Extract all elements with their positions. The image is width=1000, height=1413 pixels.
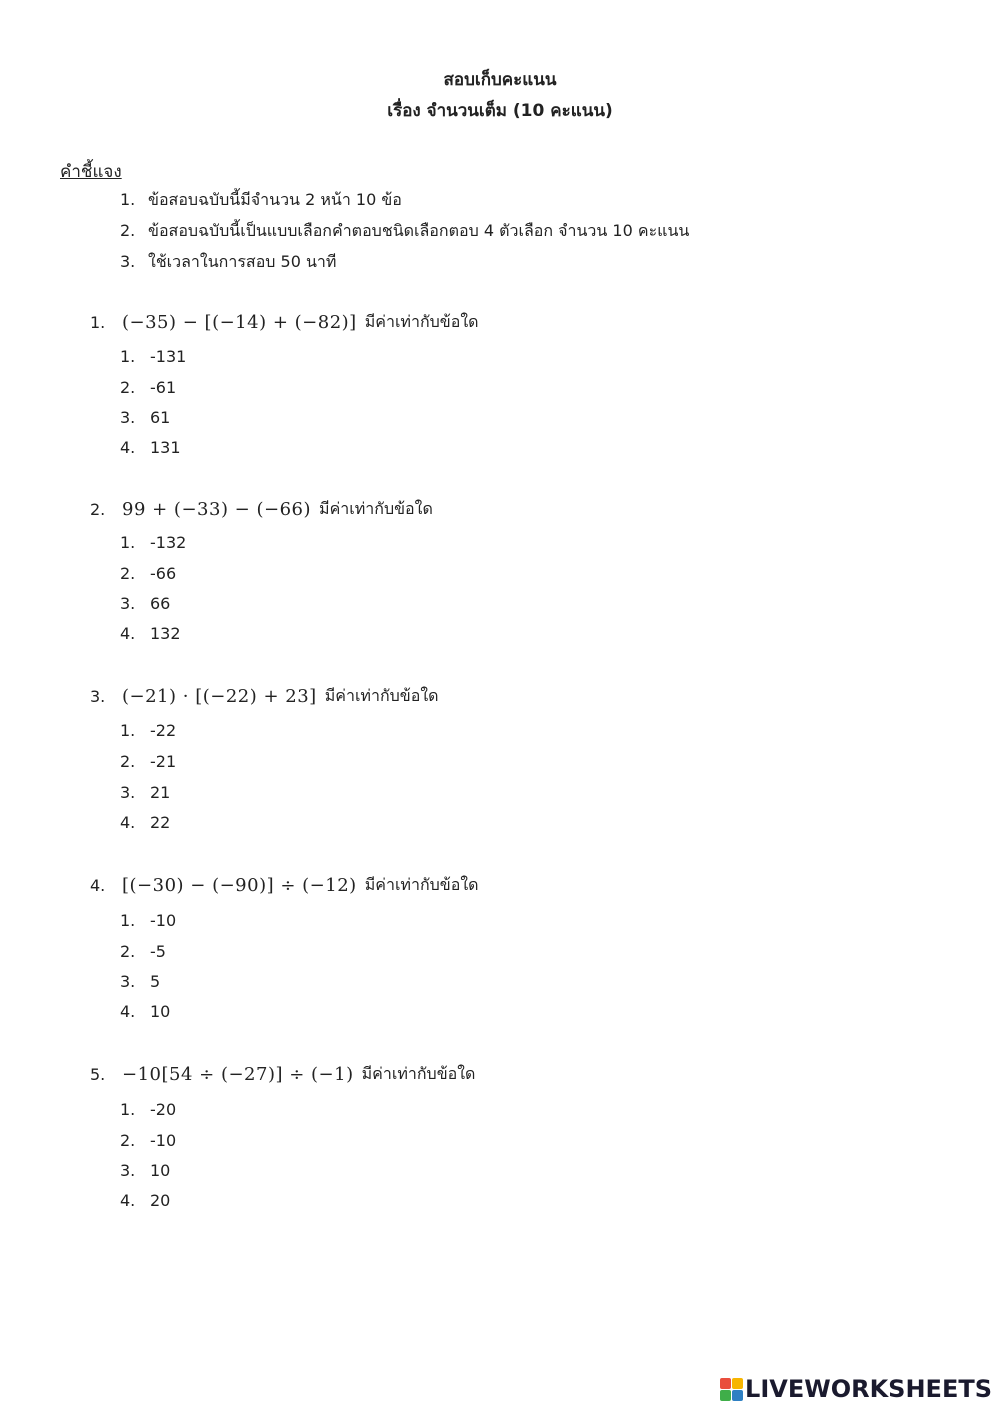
- option-number: 2.: [120, 564, 136, 583]
- option-text: -61: [150, 378, 177, 397]
- option-number: 1.: [120, 1100, 136, 1119]
- option-text: 132: [150, 624, 181, 643]
- option-number: 1.: [120, 721, 136, 740]
- option-text: 61: [150, 408, 171, 427]
- page-title: สอบเก็บคะแนน: [443, 70, 557, 90]
- option-text: 21: [150, 783, 171, 802]
- badge-square: [720, 1390, 731, 1401]
- question-text: มีค่าเท่ากับข้อใด: [361, 1064, 476, 1083]
- option-number: 2.: [120, 378, 136, 397]
- option-number: 4.: [120, 1191, 136, 1210]
- option-number: 3.: [120, 972, 136, 991]
- question-number: 3.: [90, 687, 106, 706]
- option-item[interactable]: [120, 347, 186, 366]
- option-number: 1.: [120, 911, 136, 930]
- option-number: 3.: [120, 1161, 136, 1180]
- option-number: 2.: [120, 752, 136, 771]
- option-item[interactable]: [120, 1131, 176, 1150]
- option-item[interactable]: [120, 1002, 170, 1021]
- instruction-number: 2.: [120, 221, 136, 240]
- option-item[interactable]: [120, 942, 166, 961]
- question-text: มีค่าเท่ากับข้อใด: [364, 312, 479, 331]
- question-text: มีค่าเท่ากับข้อใด: [324, 686, 439, 705]
- question-text: มีค่าเท่ากับข้อใด: [364, 875, 479, 894]
- question-3: [90, 684, 439, 709]
- option-item[interactable]: [120, 594, 170, 613]
- question-expression: 99 + (−33) − (−66): [122, 499, 312, 520]
- question-2: [90, 497, 433, 522]
- option-text: -10: [150, 911, 177, 930]
- question-expression: (−35) − [(−14) + (−82)]: [122, 312, 357, 333]
- instruction-item: [120, 250, 336, 275]
- instruction-text: ข้อสอบฉบับนี้มีจำนวน 2 หน้า 10 ข้อ: [148, 190, 402, 209]
- question-number: 1.: [90, 313, 106, 332]
- option-item[interactable]: [120, 1100, 176, 1119]
- question-text: มีค่าเท่ากับข้อใด: [319, 499, 433, 518]
- option-item[interactable]: [120, 1161, 170, 1180]
- option-item[interactable]: [120, 624, 181, 643]
- option-item[interactable]: [120, 972, 160, 991]
- option-number: 4.: [120, 1002, 136, 1021]
- page-subtitle: เรื่อง จำนวนเต็ม (10 คะแนน): [387, 101, 613, 121]
- option-number: 1.: [120, 347, 136, 366]
- option-item[interactable]: [120, 752, 176, 771]
- instruction-text: ใช้เวลาในการสอบ 50 นาที: [148, 252, 337, 271]
- instruction-number: 3.: [120, 252, 136, 271]
- badge-square: [720, 1378, 731, 1389]
- option-text: -22: [150, 721, 177, 740]
- instruction-item: [120, 219, 689, 244]
- instruction-number: 1.: [120, 190, 136, 209]
- question-number: 4.: [90, 876, 106, 895]
- option-number: 4.: [120, 438, 136, 457]
- option-item[interactable]: [120, 813, 170, 832]
- option-item[interactable]: [120, 783, 170, 802]
- option-number: 2.: [120, 942, 136, 961]
- instructions-heading: คำชี้แจง: [60, 162, 122, 182]
- option-text: -131: [150, 347, 187, 366]
- option-text: 66: [150, 594, 171, 613]
- option-text: 5: [150, 972, 161, 991]
- question-number: 5.: [90, 1065, 106, 1084]
- option-number: 3.: [120, 783, 136, 802]
- question-expression: [(−30) − (−90)] ÷ (−12): [122, 875, 357, 896]
- question-5: [90, 1062, 475, 1087]
- option-item[interactable]: [120, 438, 181, 457]
- question-4: [90, 873, 479, 898]
- option-text: -21: [150, 752, 177, 771]
- option-text: -20: [150, 1100, 177, 1119]
- option-item[interactable]: [120, 721, 176, 740]
- instruction-text: ข้อสอบฉบับนี้เป็นแบบเลือกคำตอบชนิดเลือกตอบ 4 ตัวเลือก จำนวน 10 คะแนน: [148, 221, 690, 240]
- option-number: 1.: [120, 533, 136, 552]
- option-text: 10: [150, 1002, 171, 1021]
- option-number: 3.: [120, 408, 136, 427]
- option-text: -10: [150, 1131, 177, 1150]
- badge-square: [732, 1390, 743, 1401]
- option-text: 22: [150, 813, 171, 832]
- option-text: -5: [150, 942, 166, 961]
- option-number: 4.: [120, 813, 136, 832]
- question-number: 2.: [90, 500, 106, 519]
- option-item[interactable]: [120, 564, 176, 583]
- option-text: -132: [150, 533, 187, 552]
- logo-badge-icon: [720, 1378, 743, 1401]
- option-item[interactable]: [120, 1191, 170, 1210]
- question-1: [90, 310, 479, 335]
- option-item[interactable]: [120, 911, 176, 930]
- option-item[interactable]: [120, 378, 176, 397]
- question-expression: (−21) · [(−22) + 23]: [122, 686, 317, 707]
- option-text: 131: [150, 438, 181, 457]
- option-number: 2.: [120, 1131, 136, 1150]
- badge-square: [732, 1378, 743, 1389]
- option-item[interactable]: [120, 533, 186, 552]
- option-text: -66: [150, 564, 177, 583]
- instruction-item: [120, 188, 402, 213]
- logo-text: LIVEWORKSHEETS: [745, 1375, 992, 1403]
- option-text: 20: [150, 1191, 171, 1210]
- question-expression: −10[54 ÷ (−27)] ÷ (−1): [122, 1064, 354, 1085]
- option-item[interactable]: [120, 408, 170, 427]
- option-text: 10: [150, 1161, 171, 1180]
- option-number: 3.: [120, 594, 136, 613]
- liveworksheets-logo[interactable]: [720, 1375, 992, 1403]
- option-number: 4.: [120, 624, 136, 643]
